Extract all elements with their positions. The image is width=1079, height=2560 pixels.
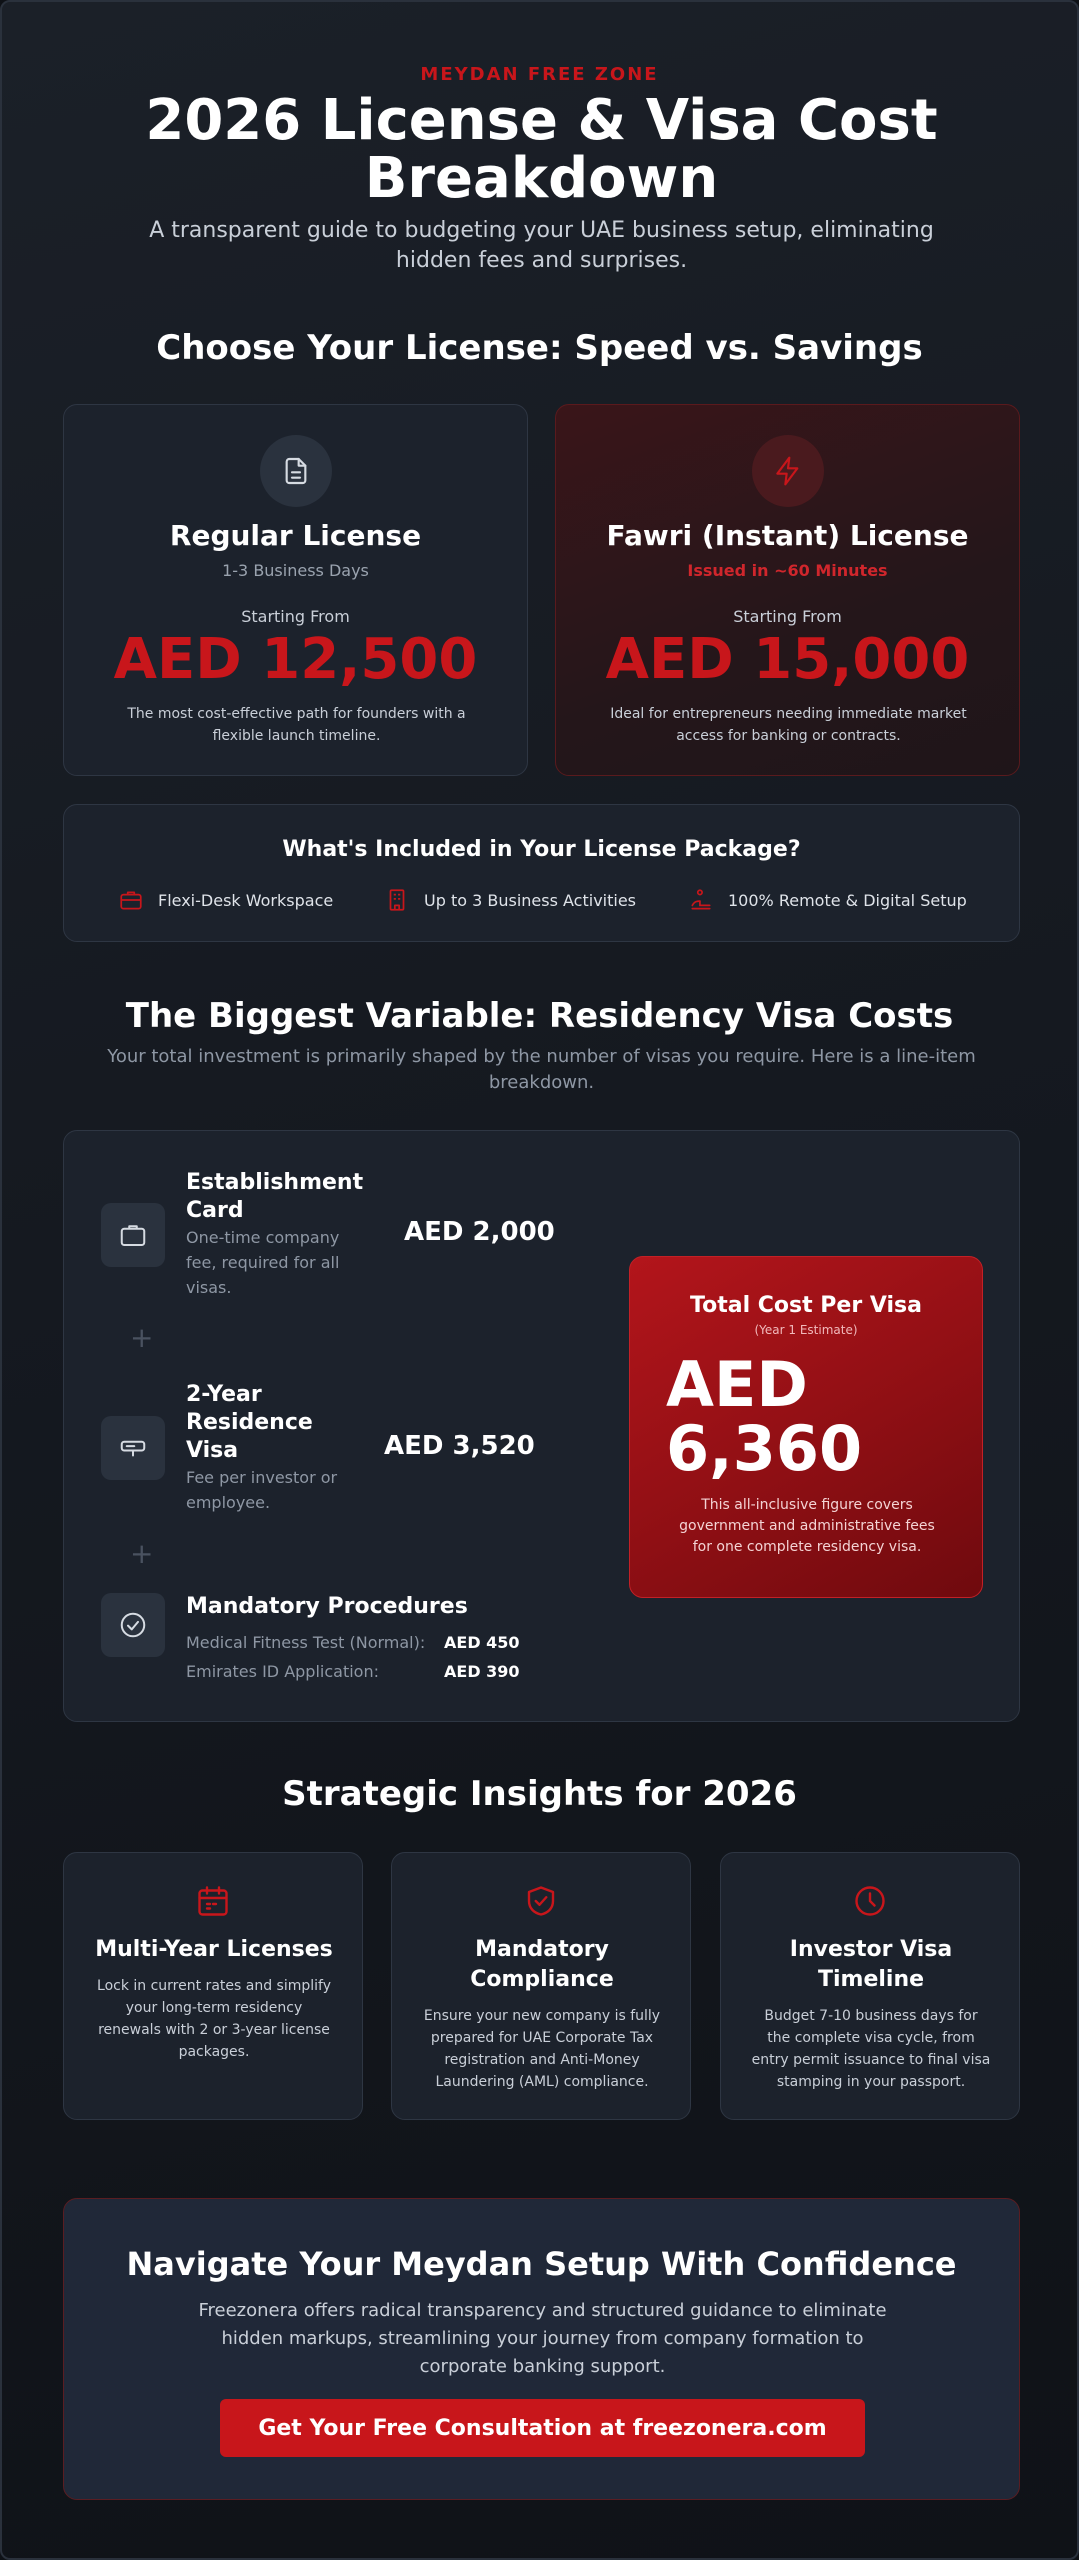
- total-cost-card: [629, 1256, 983, 1598]
- insight-card-compliance: [391, 1852, 691, 2120]
- fawri-license-description: Ideal for entrepreneurs needing immediate market access for banking or contracts.: [610, 706, 967, 744]
- total-cost-price: AED 6,360: [666, 1348, 863, 1485]
- insights-section-title: Strategic Insights for 2026: [282, 1774, 797, 1814]
- clock-icon: [852, 1883, 888, 1919]
- procedure-value: AED 450: [444, 1633, 520, 1652]
- insight-title: Investor Visa Timeline: [789, 1937, 953, 1992]
- free-consultation-button[interactable]: Get Your Free Consultation at freezonera.com: [220, 2399, 865, 2457]
- total-cost-estimate-label: (Year 1 Estimate): [754, 1323, 858, 1337]
- included-title: What's Included in Your License Package?: [282, 837, 801, 862]
- license-section-title: Choose Your License: Speed vs. Savings: [156, 328, 923, 368]
- procedure-label: Emirates ID Application:: [186, 1662, 379, 1681]
- residence-visa-title: 2-Year Residence Visa: [186, 1382, 313, 1463]
- page-title: 2026 License & Visa Cost Breakdown: [145, 88, 938, 211]
- calendar-icon: [195, 1883, 231, 1919]
- included-item: [118, 887, 333, 913]
- total-cost-title: Total Cost Per Visa: [690, 1293, 922, 1318]
- fawri-starting-from-label: Starting From: [733, 607, 842, 626]
- procedure-value: AED 390: [444, 1662, 520, 1681]
- visa-section-subtitle: Your total investment is primarily shaped by the number of visas you require. Here is a line-item breakdown.: [107, 1046, 976, 1093]
- shield-check-icon: [523, 1883, 559, 1919]
- building-icon: [384, 887, 410, 913]
- eyebrow-label: MEYDAN FREE ZONE: [420, 64, 659, 85]
- cta-description: Freezonera offers radical transparency and structured guidance to eliminate hidden markups, streamlining your journey from company formation to corporate banking support.: [198, 2300, 887, 2377]
- insight-title: Multi-Year Licenses: [95, 1937, 333, 1962]
- included-item: [384, 887, 636, 913]
- insight-description: Lock in current rates and simplify your long-term residency renewals with 2 or 3-year license packages.: [97, 1978, 331, 2060]
- regular-license-timeline: 1-3 Business Days: [222, 561, 369, 580]
- included-item: [688, 887, 967, 913]
- cta-title: Navigate Your Meydan Setup With Confidence: [126, 2245, 957, 2283]
- document-icon: [260, 435, 332, 507]
- insight-card-multi-year: [63, 1852, 363, 2120]
- insight-title: Mandatory Compliance: [470, 1937, 614, 1992]
- establishment-card-price: AED 2,000: [404, 1217, 555, 1247]
- residence-visa-price: AED 3,520: [384, 1431, 535, 1461]
- total-cost-description: This all-inclusive figure covers government and administrative fees for one complete residency visa.: [679, 1497, 935, 1555]
- establishment-card-title: Establishment Card: [186, 1170, 364, 1223]
- fawri-license-price: AED 15,000: [605, 627, 970, 692]
- page-subtitle: A transparent guide to budgeting your UAE business setup, eliminating hidden fees and surprises.: [149, 218, 934, 273]
- regular-starting-from-label: Starting From: [241, 607, 350, 626]
- cta-card: [63, 2198, 1020, 2500]
- lightning-icon: [752, 435, 824, 507]
- fawri-license-timeline: Issued in ~60 Minutes: [687, 561, 888, 580]
- included-item-label: Flexi-Desk Workspace: [158, 890, 334, 910]
- regular-license-description: The most cost-effective path for founders with a flexible launch timeline.: [127, 706, 466, 744]
- insight-description: Ensure your new company is fully prepared for UAE Corporate Tax registration and Anti-Money Laundering (AML) compliance.: [423, 2008, 661, 2090]
- included-item-label: 100% Remote & Digital Setup: [728, 890, 967, 910]
- remote-icon: [688, 887, 714, 913]
- regular-license-card: [63, 404, 528, 776]
- procedures-title: Mandatory Procedures: [186, 1594, 468, 1619]
- passport-icon: [101, 1416, 165, 1480]
- procedure-label: Medical Fitness Test (Normal):: [186, 1633, 426, 1652]
- fawri-license-name: Fawri (Instant) License: [606, 519, 969, 552]
- establishment-card-description: One-time company fee, required for all visas.: [186, 1228, 340, 1297]
- plus-icon: +: [130, 1537, 154, 1570]
- regular-license-price: AED 12,500: [113, 627, 478, 692]
- insight-description: Budget 7-10 business days for the complete visa cycle, from entry permit issuance to final visa stamping in your passport.: [751, 2008, 991, 2090]
- insight-card-visa-timeline: [720, 1852, 1020, 2120]
- briefcase-icon: [118, 887, 144, 913]
- check-circle-icon: [101, 1593, 165, 1657]
- plus-icon: +: [130, 1321, 154, 1354]
- regular-license-name: Regular License: [169, 519, 422, 552]
- residence-visa-description: Fee per investor or employee.: [186, 1468, 338, 1512]
- included-item-label: Up to 3 Business Activities: [424, 890, 636, 910]
- fawri-license-card: [555, 404, 1020, 776]
- included-package-card: [63, 804, 1020, 942]
- visa-section-title: The Biggest Variable: Residency Visa Costs: [125, 996, 954, 1036]
- briefcase-icon: [101, 1203, 165, 1267]
